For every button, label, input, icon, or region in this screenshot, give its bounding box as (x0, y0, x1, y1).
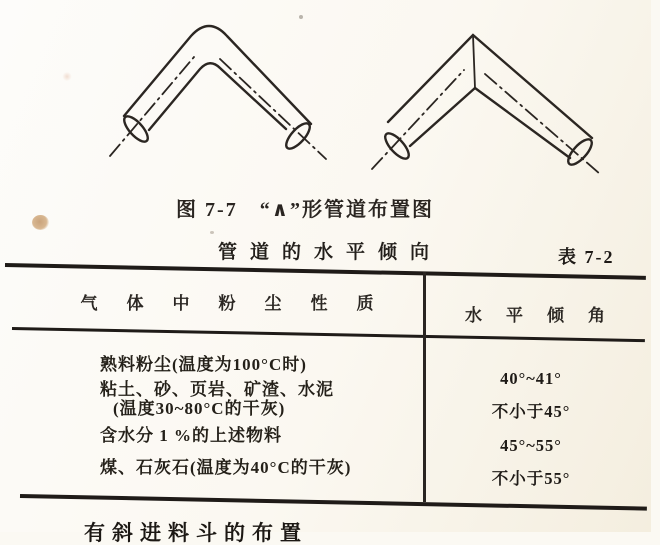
column-header-incline-angle: 水平倾角 (465, 306, 629, 325)
table-bottom-rule (20, 494, 647, 511)
pipe-end-left (381, 130, 412, 162)
table-row-material-line2: (温度30~80°C的干灰) (113, 399, 286, 418)
table-top-rule (5, 263, 646, 280)
pipe-elbow-rounded-diagram (90, 6, 346, 192)
pipe-outer-wall (124, 26, 311, 124)
table-row-angle: 40°~41° (500, 369, 562, 388)
table-row-material: 粘土、砂、页岩、矿渣、水泥 (100, 380, 334, 399)
table-row-material: 熟料粉尘(温度为100°C时) (100, 355, 307, 374)
table-row-material: 煤、石灰石(温度为40°C的干灰) (100, 458, 352, 477)
centerline-left (110, 57, 194, 156)
column-header-dust-property: 气体中粉尘性质 (80, 294, 403, 313)
table-row-angle: 45°~55° (500, 436, 562, 455)
centerline-right (485, 74, 600, 174)
table-row-angle: 不小于55° (491, 469, 571, 488)
paper-stain (32, 215, 49, 230)
pipe-end-left (120, 113, 151, 145)
centerline-left (372, 70, 464, 169)
miter-seam (473, 35, 475, 88)
pipe-elbow-mitered-diagram (352, 6, 618, 192)
table-header-rule (12, 327, 645, 342)
pipe-end-right (564, 136, 595, 168)
paper-stain-faint (62, 72, 72, 81)
paper-speck (210, 231, 214, 234)
figure-caption: 图 7-7 “∧”形管道布置图 (176, 199, 434, 221)
pipe-inner-wall-right (475, 88, 570, 158)
pipe-inner-wall-left (410, 88, 475, 146)
pipe-end-right (282, 120, 313, 152)
table-title: 管道的水平倾向 (217, 242, 442, 263)
paper-speck (299, 15, 303, 19)
table-row-material: 含水分 1 %的上述物料 (100, 426, 282, 445)
cropped-bottom-text: 有斜进料斗的布置 (84, 521, 308, 545)
pipe-outer-wall (388, 35, 592, 138)
centerline-right (220, 59, 326, 159)
pipe-inner-wall (149, 63, 286, 130)
table-row-angle: 不小于45° (491, 402, 571, 421)
table-number-label: 表 7-2 (558, 247, 615, 267)
